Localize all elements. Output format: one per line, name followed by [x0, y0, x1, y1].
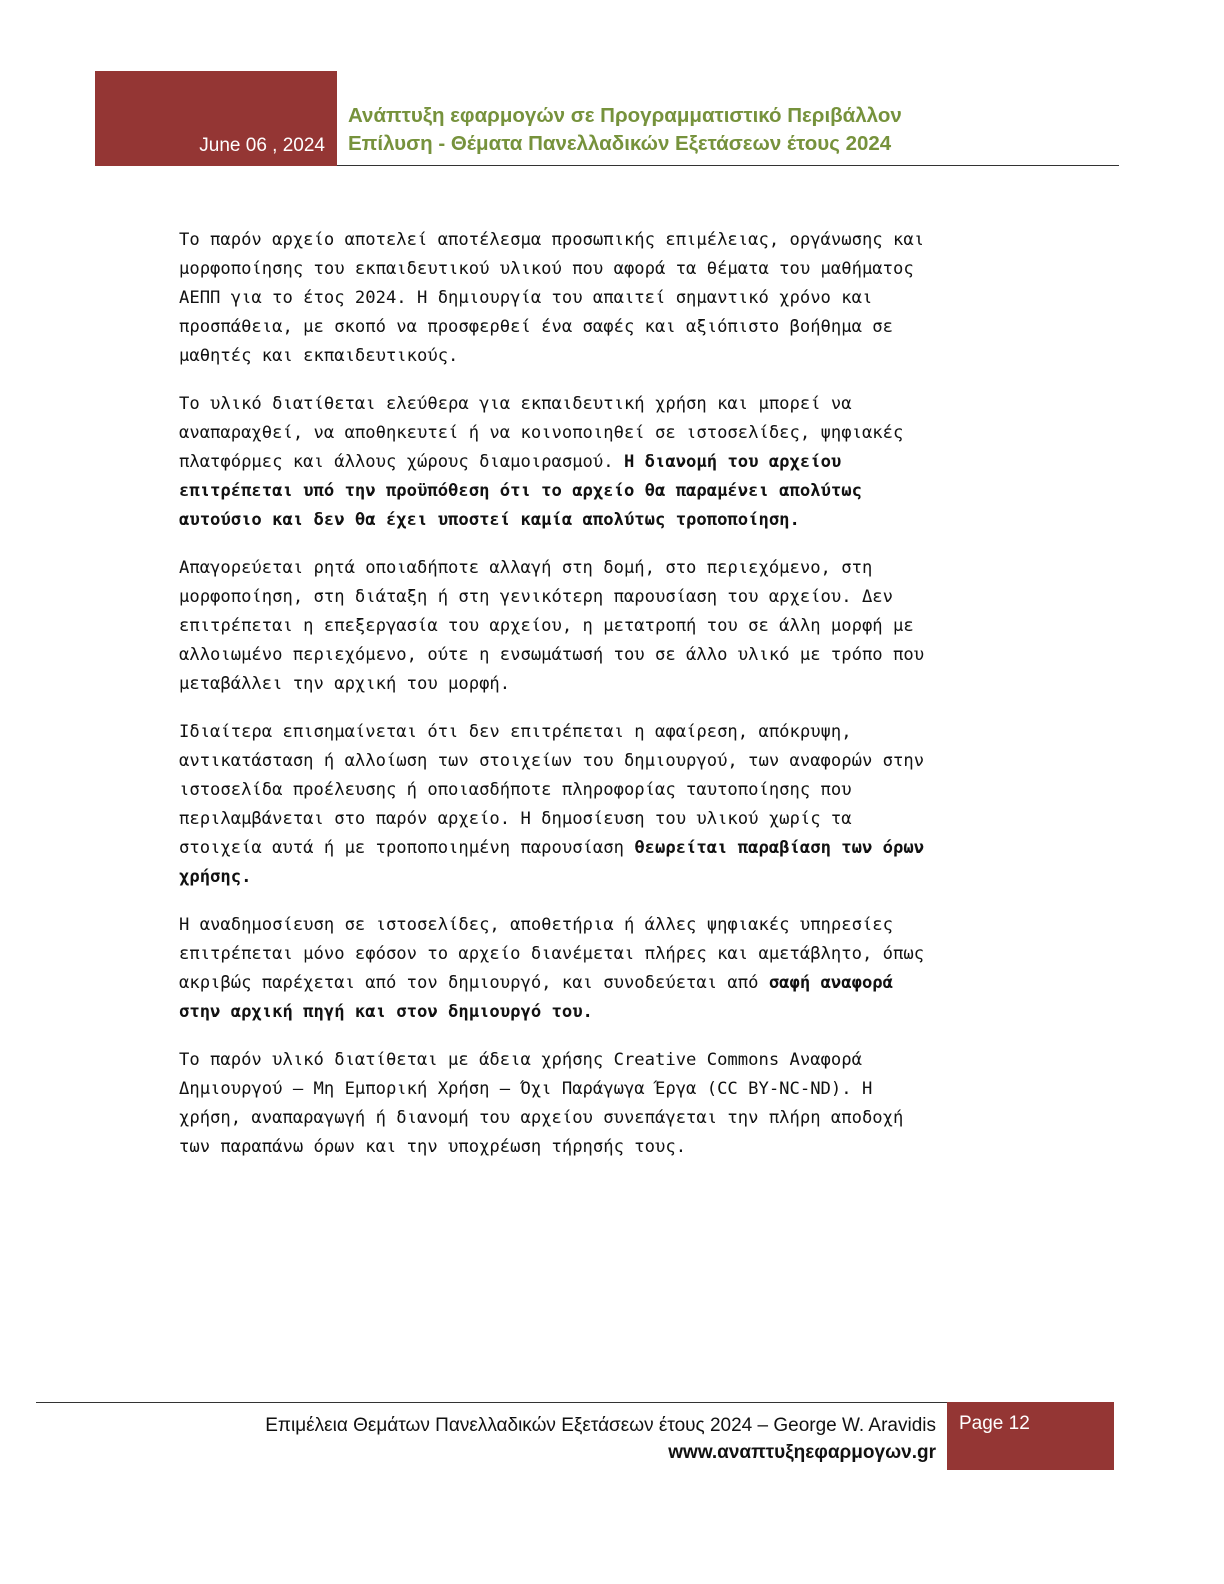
p2-line-3-plain: πλατφόρμες και άλλους χώρους διαμοιρασμού.	[179, 452, 624, 472]
page-number-block	[947, 1402, 1114, 1470]
p4-line-1: Ιδιαίτερα επισημαίνεται ότι δεν επιτρέπεται η αφαίρεση, απόκρυψη,	[179, 722, 852, 742]
p4-line-2: αντικατάσταση ή αλλοίωση των στοιχείων του δημιουργού, των αναφορών στην	[179, 751, 925, 771]
p6-line-2: Δημιουργού – Μη Εμπορική Χρήση – Όχι Παράγωγα Έργα (CC BY-NC-ND). Η	[179, 1079, 873, 1099]
p1-line-1: Το παρόν αρχείο αποτελεί αποτέλεσμα προσωπικής επιμέλειας, οργάνωσης και	[179, 230, 925, 250]
p3-line-3: επιτρέπεται η επεξεργασία του αρχείου, η μετατροπή του σε άλλη μορφή με	[179, 616, 914, 636]
p4-line-5-plain: στοιχεία αυτά ή με τροποποιημένη παρουσίαση	[179, 838, 635, 858]
header-title-line-2: Επίλυση - Θέματα Πανελλαδικών Εξετάσεων έτους 2024	[348, 132, 892, 155]
document-body	[179, 226, 1049, 1181]
paragraph-3	[179, 554, 1049, 699]
header-titles	[348, 102, 902, 158]
p3-line-4: αλλοιωμένο περιεχόμενο, ούτε η ενσωμάτωσή του σε άλλο υλικό με τρόπο που	[179, 645, 925, 665]
p2-line-4-bold: επιτρέπεται υπό την προϋπόθεση ότι το αρχείο θα παραμένει απολύτως	[179, 481, 862, 501]
p5-line-3-bold: σαφή αναφορά	[768, 973, 894, 993]
p4-line-6-bold: χρήσης.	[179, 867, 252, 887]
p1-line-5: μαθητές και εκπαιδευτικούς.	[179, 346, 459, 366]
p6-line-3: χρήση, αναπαραγωγή ή διανομή του αρχείου συνεπάγεται την πλήρη αποδοχή	[179, 1108, 904, 1128]
p3-line-5: μεταβάλλει την αρχική του μορφή.	[179, 674, 511, 694]
p1-line-4: προσπάθεια, με σκοπό να προσφερθεί ένα σαφές και αξιόπιστο βοήθημα σε	[179, 317, 893, 337]
header-date: June 06 , 2024	[199, 135, 325, 156]
p6-line-1: Το παρόν υλικό διατίθεται με άδεια χρήσης Creative Commons Αναφορά	[179, 1050, 862, 1070]
footer-credit: Επιμέλεια Θεμάτων Πανελλαδικών Εξετάσεων έτους 2024 – George W. Aravidis	[265, 1415, 936, 1436]
paragraph-2	[179, 390, 1049, 535]
p2-line-1: Το υλικό διατίθεται ελεύθερα για εκπαιδευτική χρήση και μπορεί να	[179, 394, 852, 414]
header-title-line-1: Ανάπτυξη εφαρμογών σε Προγραμματιστικό Περιβάλλον	[348, 104, 902, 127]
footer-website: www.αναπτυξηεφαρμογων.gr	[668, 1442, 936, 1463]
p2-line-5-bold: αυτούσιο και δεν θα έχει υποστεί καμία απολύτως τροποποίηση.	[179, 510, 800, 530]
paragraph-4	[179, 718, 1049, 892]
p4-line-3: ιστοσελίδα προέλευσης ή οποιασδήποτε πληροφορίας ταυτοποίησης που	[179, 780, 852, 800]
p1-line-3: ΑΕΠΠ για το έτος 2024. Η δημιουργία του απαιτεί σημαντικό χρόνο και	[179, 288, 873, 308]
p5-line-3-plain: ακριβώς παρέχεται από τον δημιουργό, και συνοδεύεται από	[179, 973, 769, 993]
paragraph-6	[179, 1046, 1049, 1162]
p3-line-2: μορφοποίηση, στη διάταξη ή στη γενικότερη παρουσίαση του αρχείου. Δεν	[179, 587, 893, 607]
p3-line-1: Απαγορεύεται ρητά οποιαδήποτε αλλαγή στη δομή, στο περιεχόμενο, στη	[179, 558, 873, 578]
header-date-block	[95, 71, 337, 166]
footer-divider	[36, 1402, 947, 1403]
p4-line-5-bold: θεωρείται παραβίαση των όρων	[634, 838, 925, 858]
paragraph-5	[179, 911, 1049, 1027]
header-divider	[337, 165, 1119, 166]
p2-line-3-bold: Η διανομή του αρχείου	[623, 452, 842, 472]
p5-line-4-bold: στην αρχική πηγή και στον δημιουργό του.	[179, 1002, 593, 1022]
p5-line-2: επιτρέπεται μόνο εφόσον το αρχείο διανέμεται πλήρες και αμετάβλητο, όπως	[179, 944, 925, 964]
footer-text	[265, 1412, 936, 1466]
p1-line-2: μορφοποίησης του εκπαιδευτικού υλικού που αφορά τα θέματα του μαθήματος	[179, 259, 914, 279]
p4-line-4: περιλαμβάνεται στο παρόν αρχείο. Η δημοσίευση του υλικού χωρίς τα	[179, 809, 852, 829]
p6-line-4: των παραπάνω όρων και την υποχρέωση τήρησής τους.	[179, 1137, 687, 1157]
p2-line-2: αναπαραχθεί, να αποθηκευτεί ή να κοινοποιηθεί σε ιστοσελίδες, ψηφιακές	[179, 423, 904, 443]
page-number: Page 12	[959, 1413, 1030, 1434]
p5-line-1: Η αναδημοσίευση σε ιστοσελίδες, αποθετήρια ή άλλες ψηφιακές υπηρεσίες	[179, 915, 893, 935]
paragraph-1	[179, 226, 1049, 371]
